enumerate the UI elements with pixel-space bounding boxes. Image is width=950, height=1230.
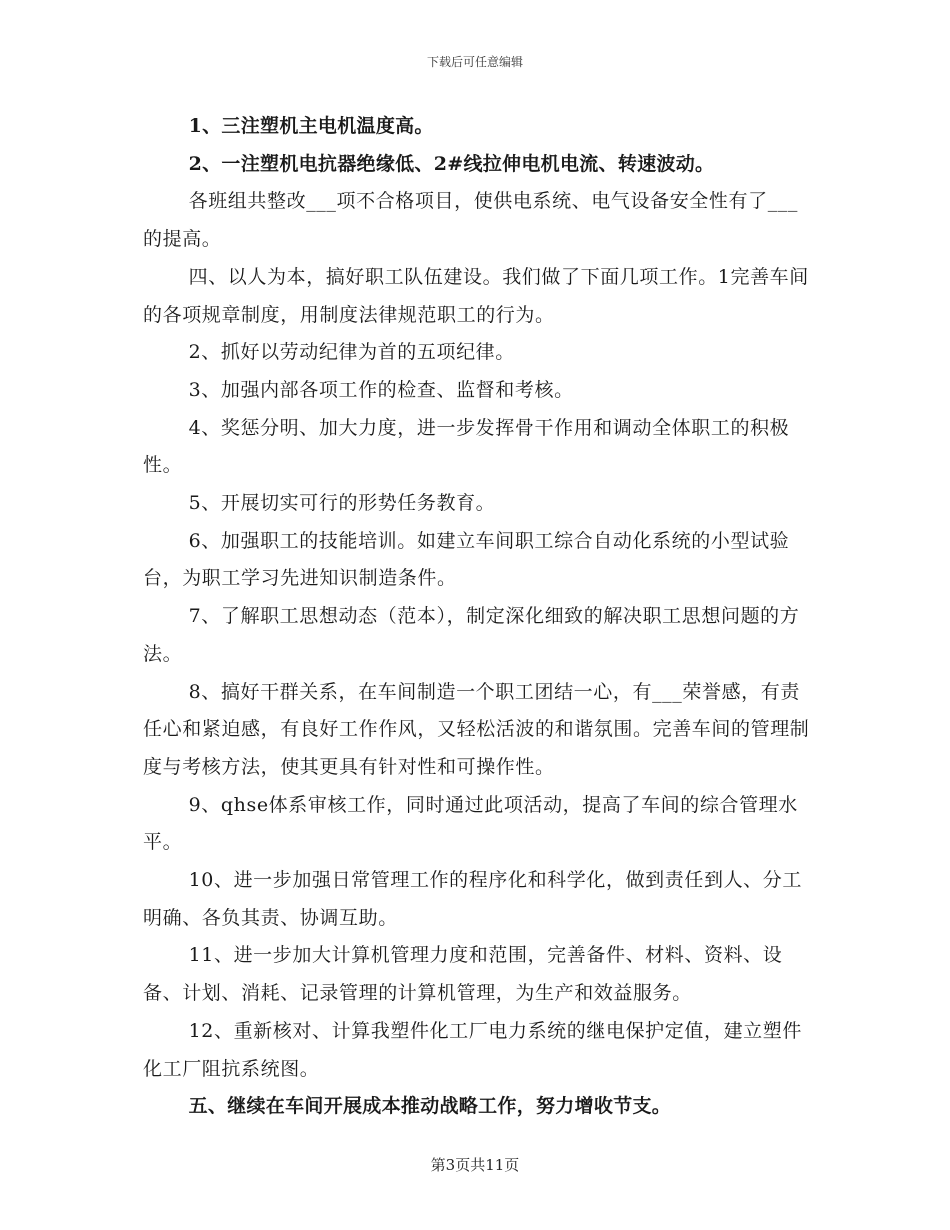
paragraph: 各班组共整改___项不合格项目，使供电系统、电气设备安全性有了___的提高。 bbox=[143, 190, 798, 251]
heading-item-2: 2、一注塑机电抗器绝缘低、2#线拉伸电机电流、转速波动。 bbox=[188, 152, 715, 175]
paragraph: 9、qhse体系审核工作，同时通过此项活动，提高了车间的综合管理水平。 bbox=[143, 793, 798, 854]
paragraph: 11、进一步加大计算机管理力度和范围，完善备件、材料、资料、设备、计划、消耗、记录管理的计算机管理，为生产和效益服务。 bbox=[143, 944, 783, 1005]
paragraph: 5、开展切实可行的形势任务教育。 bbox=[188, 492, 496, 515]
paragraph: 12、重新核对、计算我塑件化工厂电力系统的继电保护定值，建立塑件化工厂阻抗系统图。 bbox=[143, 1019, 802, 1080]
section-heading: 五、继续在车间开展成本推动战略工作，努力增收节支。 bbox=[188, 1095, 672, 1118]
paragraph: 8、搞好干群关系，在车间制造一个职工团结一心，有___荣誉感，有责任心和紧迫感，有良好工作作风，又轻松活波的和谐氛围。完善车间的管理制度与考核方法，使其更具有针对性和可操作性。 bbox=[143, 680, 810, 778]
page-footer: 第3页共11页 bbox=[430, 1156, 520, 1174]
paragraph: 6、加强职工的技能培训。如建立车间职工综合自动化系统的小型试验台，为职工学习先进知识制造条件。 bbox=[143, 529, 790, 590]
paragraph: 2、抓好以劳动纪律为首的五项纪律。 bbox=[188, 341, 515, 364]
document-body bbox=[143, 108, 813, 1126]
paragraph: 4、奖惩分明、加大力度，进一步发挥骨干作用和调动全体职工的积极性。 bbox=[143, 416, 790, 477]
paragraph: 四、以人为本，搞好职工队伍建设。我们做了下面几项工作。1完善车间的各项规章制度，用制度法律规范职工的行为。 bbox=[143, 265, 809, 326]
paragraph: 3、加强内部各项工作的检查、监督和考核。 bbox=[188, 378, 574, 401]
page-header: 下载后可任意编辑 bbox=[426, 55, 523, 69]
paragraph: 7、了解职工思想动态（范本），制定深化细致的解决职工思想问题的方法。 bbox=[143, 605, 800, 665]
heading-item-1: 1、三注塑机主电机温度高。 bbox=[188, 115, 434, 137]
paragraph: 10、进一步加强日常管理工作的程序化和科学化，做到责任到人、分工明确、各负其责、协调互助。 bbox=[143, 869, 802, 929]
